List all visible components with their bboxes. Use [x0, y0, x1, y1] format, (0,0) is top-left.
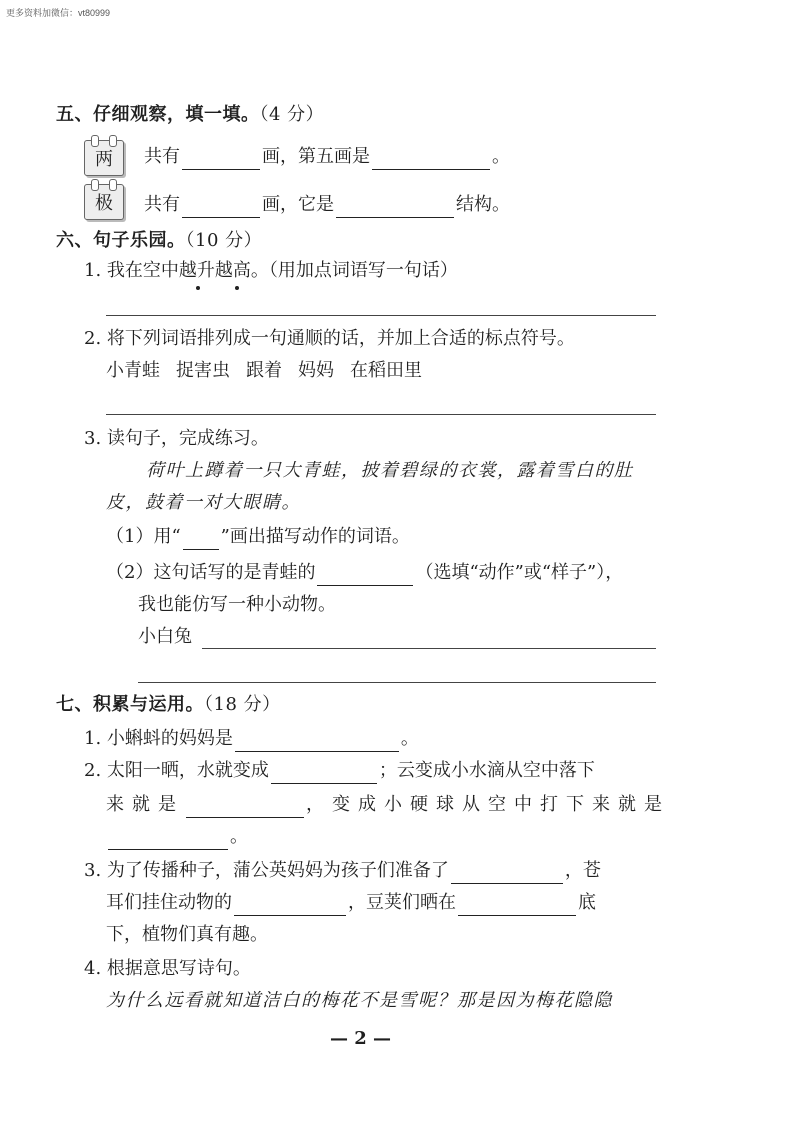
tile-ring — [109, 179, 117, 191]
row-text: 结构。 — [456, 194, 510, 215]
q-text: 底 — [578, 892, 596, 913]
word-item: 捉害虫 — [176, 360, 230, 381]
answer-blank[interactable] — [182, 151, 260, 170]
section7-q4: 4. 根据意思写诗句。 — [84, 958, 251, 979]
emphasis-dot — [235, 286, 239, 290]
section7-title: 七、积累与运用。 — [56, 694, 204, 715]
q-text: 耳们挂住动物的 — [106, 892, 232, 913]
answer-line[interactable] — [202, 648, 656, 649]
q-text: 。 — [230, 826, 248, 847]
word-item: 跟着 — [246, 360, 282, 381]
sub-text: （1）用“ — [106, 526, 181, 547]
section7-q1 — [84, 726, 419, 752]
answer-blank[interactable] — [235, 733, 399, 752]
section7-score: （18 分） — [204, 694, 281, 715]
answer-blank[interactable] — [186, 799, 304, 818]
section6-q3: 3. 读句子，完成练习。 — [84, 428, 269, 449]
emphasis-dot — [196, 286, 200, 290]
answer-blank[interactable] — [317, 567, 413, 586]
row-text: 共有 — [144, 146, 180, 167]
section5-row-1 — [144, 144, 510, 170]
section5-row-2 — [144, 192, 510, 218]
q-text: ，苍 — [564, 860, 601, 881]
section7-q3-line2 — [106, 890, 596, 916]
sub-text: （选填“动作”或“样子”）， — [415, 562, 624, 583]
passage-line-2: 皮，鼓着一对大眼睛。 — [106, 492, 301, 513]
tile-ring — [109, 135, 117, 147]
q-text: ；云变成小水滴从空中落下 — [378, 760, 595, 781]
answer-blank[interactable] — [271, 765, 377, 784]
answer-line[interactable] — [106, 315, 656, 316]
section7-q2 — [84, 758, 595, 784]
word-item: 在稻田里 — [350, 360, 422, 381]
section7-q4-text: 为什么远看就知道洁白的梅花不是雪呢？那是因为梅花隐隐 — [106, 990, 613, 1011]
tile-ring — [91, 179, 99, 191]
q-text: 。 — [400, 728, 419, 749]
tile-character: 极 — [95, 193, 113, 214]
sub-text: （2）这句话写的是青蛙的 — [106, 562, 316, 583]
row-text: 。 — [492, 146, 510, 167]
q-text: 来就是 — [106, 794, 184, 815]
section5-title: 五、仔细观察，填一填。 — [56, 104, 260, 125]
char-tile-ji — [84, 184, 124, 220]
answer-blank[interactable] — [451, 865, 563, 884]
passage-line-1: 荷叶上蹲着一只大青蛙，披着碧绿的衣裳，露着雪白的肚 — [146, 460, 634, 481]
section7-heading — [56, 690, 281, 716]
section6-sub1 — [106, 524, 410, 550]
q-text: 2. 太阳一晒，水就变成 — [84, 760, 269, 781]
section6-sub2 — [106, 560, 623, 586]
row-text: 画，第五画是 — [262, 146, 370, 167]
section5-score: （4 分） — [259, 104, 325, 125]
section7-q3-line3: 下，植物们真有趣。 — [106, 924, 268, 945]
answer-line[interactable] — [106, 414, 656, 415]
watermark: 更多资料加微信：vt80999 — [6, 8, 111, 18]
word-item: 妈妈 — [298, 360, 334, 381]
section6-q1: 1. 我在空中越升越高。（用加点词语写一句话） — [84, 260, 458, 281]
section5-heading — [56, 100, 324, 126]
word-bank — [106, 358, 422, 384]
tile-character: 两 — [95, 149, 113, 170]
answer-blank[interactable] — [108, 831, 228, 850]
sub-text: ”画出描写动作的词语。 — [220, 526, 410, 547]
q-text: ，变成小硬球从空中打下来就是 — [306, 794, 670, 815]
section6-sub2-line2: 我也能仿写一种小动物。 — [138, 594, 336, 615]
q-text: 1. 小蝌蚪的妈妈是 — [84, 728, 233, 749]
tile-ring — [91, 135, 99, 147]
answer-blank[interactable] — [336, 199, 454, 218]
section7-q3 — [84, 858, 601, 884]
answer-line[interactable] — [138, 682, 656, 683]
section6-q2: 2. 将下列词语排列成一句通顺的话，并加上合适的标点符号。 — [84, 328, 575, 349]
section7-q2-line2 — [106, 792, 670, 818]
underline-sample — [183, 531, 219, 550]
q-text: ，豆荚们晒在 — [348, 892, 456, 913]
section6-title: 六、句子乐园。 — [56, 230, 186, 251]
section6-score: （10 分） — [185, 230, 263, 251]
answer-blank[interactable] — [182, 199, 260, 218]
answer-blank[interactable] — [458, 897, 576, 916]
section7-q2-line3 — [106, 824, 248, 850]
answer-blank[interactable] — [234, 897, 346, 916]
row-text: 画，它是 — [262, 194, 334, 215]
row-text: 共有 — [144, 194, 180, 215]
animal-label: 小白兔 — [138, 626, 192, 647]
word-item: 小青蛙 — [106, 360, 160, 381]
page-number: — 2 — — [330, 1028, 392, 1049]
char-tile-liang — [84, 140, 124, 176]
section6-heading — [56, 226, 262, 252]
q-text: 3. 为了传播种子，蒲公英妈妈为孩子们准备了 — [84, 860, 449, 881]
answer-blank[interactable] — [372, 151, 490, 170]
